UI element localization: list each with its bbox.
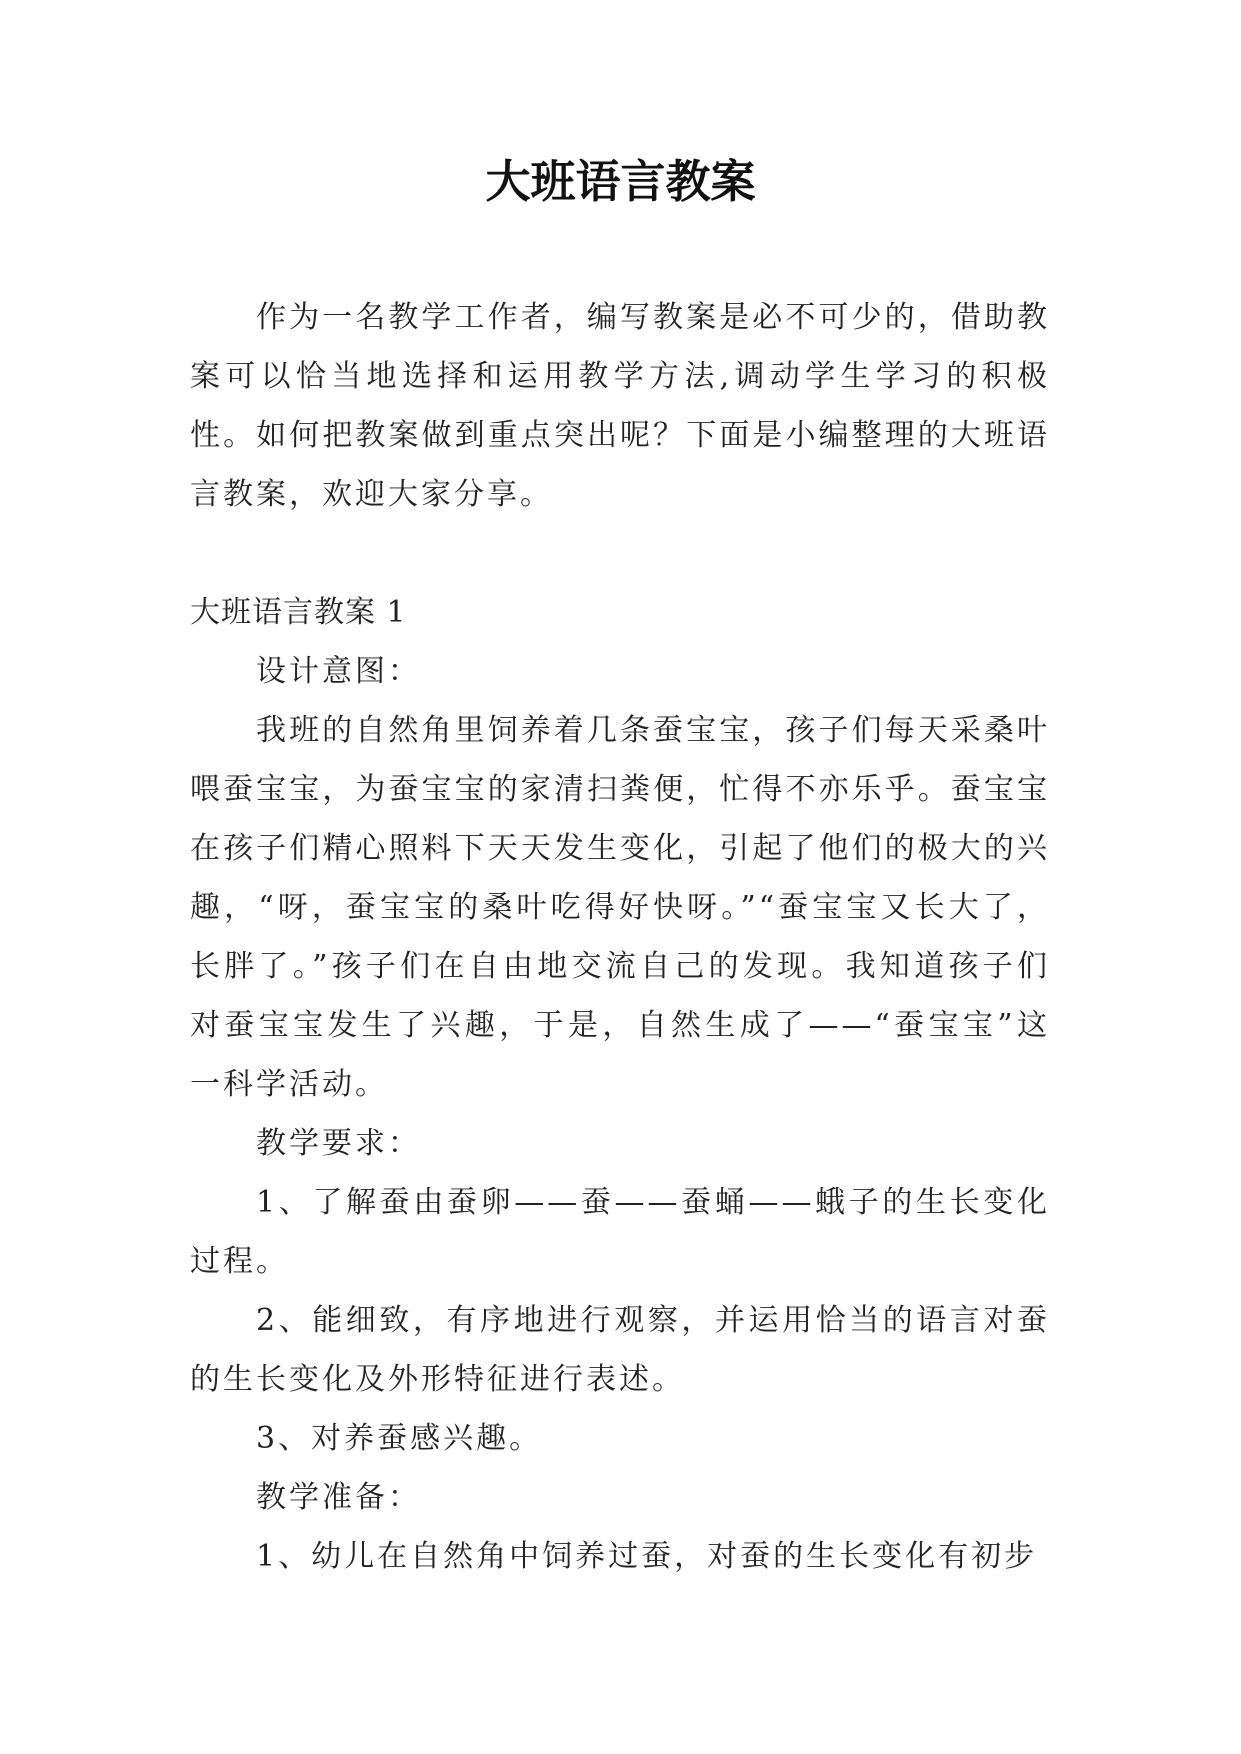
preparation-label: 教学准备： [256,1480,421,1515]
design-intent-paragraph: 我班的自然角里饲养着几条蚕宝宝，孩子们每天采桑叶喂蚕宝宝，为蚕宝宝的家清扫粪便，忙得不亦乐乎。蚕宝宝在孩子们精心照料下天天发生变化，引起了他们的极大的兴趣，“呀，蚕宝宝的桑叶吃得好快呀。”“蚕宝宝又长大了，长胖了。”孩子们在自由地交流自己的发现。我知道孩子们对蚕宝宝发生了兴趣，于是，自然生成了——“蚕宝宝”这一科学活动。 [190,713,1050,1102]
section-heading: 大班语言教案 1 [190,595,407,630]
requirement-item-3: 3、对养蚕感兴趣。 [256,1421,543,1456]
paragraph-spacer [190,524,1050,583]
preparation-item-1: 1、幼儿在自然角中饲养过蚕，对蚕的生长变化有初步 [256,1539,1038,1574]
document-title: 大班语言教案 [485,155,756,208]
design-intent-label: 设计意图： [256,654,421,689]
intro-paragraph: 作为一名教学工作者，编写教案是必不可少的，借助教案可以恰当地选择和运用教学方法,调动学生学习的积极性。如何把教案做到重点突出呢？下面是小编整理的大班语言教案，欢迎大家分享。 [190,300,1050,512]
document-body [190,288,1050,1586]
requirement-item-2: 2、能细致，有序地进行观察，并运用恰当的语言对蚕的生长变化及外形特征进行表述。 [190,1303,1050,1397]
requirements-label: 教学要求： [256,1126,421,1161]
requirement-item-1: 1、了解蚕由蚕卵——蚕——蚕蛹——蛾子的生长变化过程。 [190,1185,1050,1279]
